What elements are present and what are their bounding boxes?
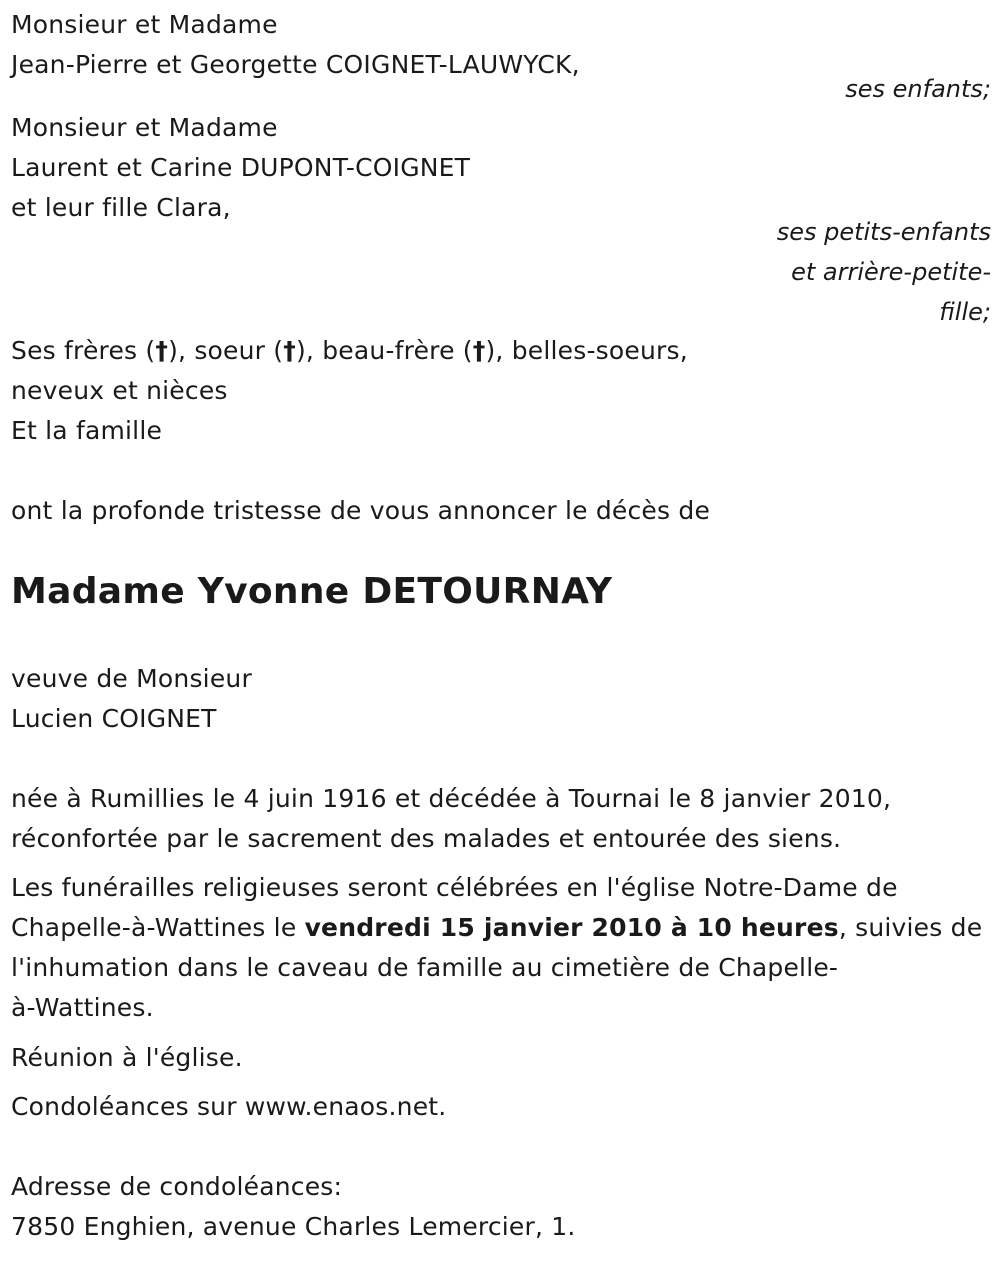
siblings-text-3: ), beau-frère ( xyxy=(295,336,473,365)
birth-death-line-1: née à Rumillies le 4 juin 1916 et décédée à Tournai le 8 janvier 2010, xyxy=(11,784,892,813)
announcement-line: ont la profonde tristesse de vous annoncer le décès de xyxy=(11,496,711,525)
cross-icon: † xyxy=(283,336,296,365)
children-role: ses enfants; xyxy=(845,75,991,103)
nephews-line: neveux et nièces xyxy=(11,376,228,405)
children-title-line: Monsieur et Madame xyxy=(11,10,278,39)
funeral-line-1: Les funérailles religieuses seront célébrées en l'église Notre-Dame de xyxy=(11,873,898,902)
condolences-online-line: Condoléances sur www.enaos.net. xyxy=(11,1092,447,1121)
siblings-text-1: Ses frères ( xyxy=(11,336,156,365)
birth-death-line-2: réconfortée par le sacrement des malades et entourée des siens. xyxy=(11,824,842,853)
cross-icon: † xyxy=(155,336,169,365)
funeral-line-2-end: , suivies de xyxy=(838,913,983,942)
children-names-line: Jean-Pierre et Georgette COIGNET-LAUWYCK, xyxy=(11,50,580,79)
funeral-line-4: à-Wattines. xyxy=(11,993,154,1022)
deceased-name: Madame Yvonne DETOURNAY xyxy=(11,571,613,612)
grandchildren-role-line-1: ses petits-enfants xyxy=(776,218,991,246)
funeral-date-time: vendredi 15 janvier 2010 à 10 heures xyxy=(304,913,839,942)
address-label: Adresse de condoléances: xyxy=(11,1172,343,1201)
siblings-text-4: ), belles-soeurs, xyxy=(485,336,688,365)
widow-line-2: Lucien COIGNET xyxy=(11,704,217,733)
cross-icon: † xyxy=(472,336,486,365)
meeting-line: Réunion à l'église. xyxy=(11,1043,243,1072)
address-value: 7850 Enghien, avenue Charles Lemercier, 1. xyxy=(11,1212,576,1241)
funeral-line-2 xyxy=(11,908,982,948)
family-line: Et la famille xyxy=(11,416,163,445)
grandchildren-title-line: Monsieur et Madame xyxy=(11,113,278,142)
funeral-line-2-start: Chapelle-à-Wattines le xyxy=(11,913,305,942)
siblings-line xyxy=(11,331,688,371)
grandchildren-role-line-2: et arrière-petite- xyxy=(791,258,991,286)
great-granddaughter-line: et leur fille Clara, xyxy=(11,193,231,222)
funeral-line-3: l'inhumation dans le caveau de famille au cimetière de Chapelle- xyxy=(11,953,839,982)
grandchildren-names-line: Laurent et Carine DUPONT-COIGNET xyxy=(11,153,471,182)
widow-line-1: veuve de Monsieur xyxy=(11,664,252,693)
grandchildren-role-line-3: fille; xyxy=(939,298,991,326)
siblings-text-2: ), soeur ( xyxy=(168,336,284,365)
